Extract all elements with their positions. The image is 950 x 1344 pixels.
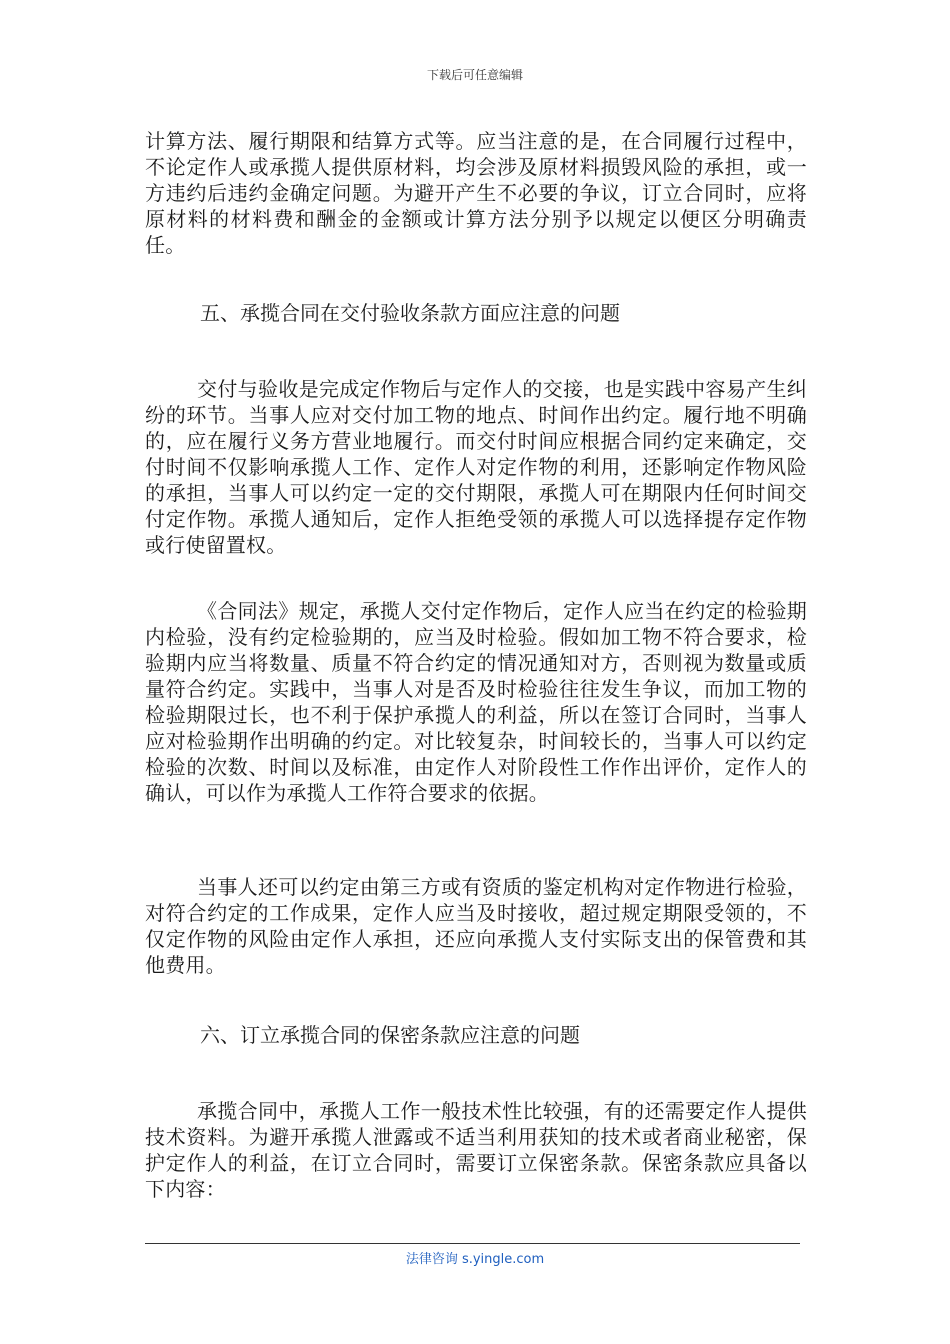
- paragraph-delivery: 交付与验收是完成定作物后与定作人的交接，也是实践中容易产生纠纷的环节。当事人应对交付加工物的地点、时间作出约定。履行地不明确的，应在履行义务方营业地履行。而交付时间应根据合同约定来确定，交付时间不仅影响承揽人工作、定作人对定作物的利用，还影响定作物风险的承担，当事人可以约定一定的交付期限，承揽人可在期限内任何时间交付定作物。承揽人通知后，定作人拒绝受领的承揽人可以选择提存定作物或行使留置权。: [145, 377, 807, 557]
- paragraph-confidentiality: 承揽合同中，承揽人工作一般技术性比较强，有的还需要定作人提供技术资料。为避开承揽人泄露或不适当利用获知的技术或者商业秘密，保护定作人的利益，在订立合同时，需要订立保密条款。保密条款应具备以下内容：: [145, 1099, 807, 1201]
- page-header-note: 下载后可任意编辑: [426, 68, 523, 82]
- paragraph-third-party: 当事人还可以约定由第三方或有资质的鉴定机构对定作物进行检验，对符合约定的工作成果，定作人应当及时接收，超过规定期限受领的，不仅定作物的风险由定作人承担，还应向承揽人支付实际支出的保管费和其他费用。: [145, 875, 807, 977]
- footer-divider: [145, 1243, 800, 1244]
- footer-link[interactable]: 法律咨询 s.yingle.com: [405, 1252, 545, 1267]
- section-heading-confidentiality: 六、订立承揽合同的保密条款应注意的问题: [200, 1023, 580, 1047]
- section-heading-delivery: 五、承揽合同在交付验收条款方面应注意的问题: [200, 301, 620, 325]
- paragraph-payment-terms: 计算方法、履行期限和结算方式等。应当注意的是，在合同履行过程中，不论定作人或承揽人提供原材料，均会涉及原材料损毁风险的承担，或一方违约后违约金确定问题。为避开产生不必要的争议，订立合同时，应将原材料的材料费和酬金的金额或计算方法分别予以规定以便区分明确责任。: [145, 129, 807, 257]
- paragraph-inspection: 《合同法》规定，承揽人交付定作物后，定作人应当在约定的检验期内检验，没有约定检验期的，应当及时检验。假如加工物不符合要求，检验期内应当将数量、质量不符合约定的情况通知对方，否则视为数量或质量符合约定。实践中，当事人对是否及时检验往往发生争议，而加工物的检验期限过长，也不利于保护承揽人的利益，所以在签订合同时，当事人应对检验期作出明确的约定。对比较复杂，时间较长的，当事人可以约定检验的次数、时间以及标准，由定作人对阶段性工作作出评价，定作人的确认，可以作为承揽人工作符合要求的依据。: [145, 599, 807, 805]
